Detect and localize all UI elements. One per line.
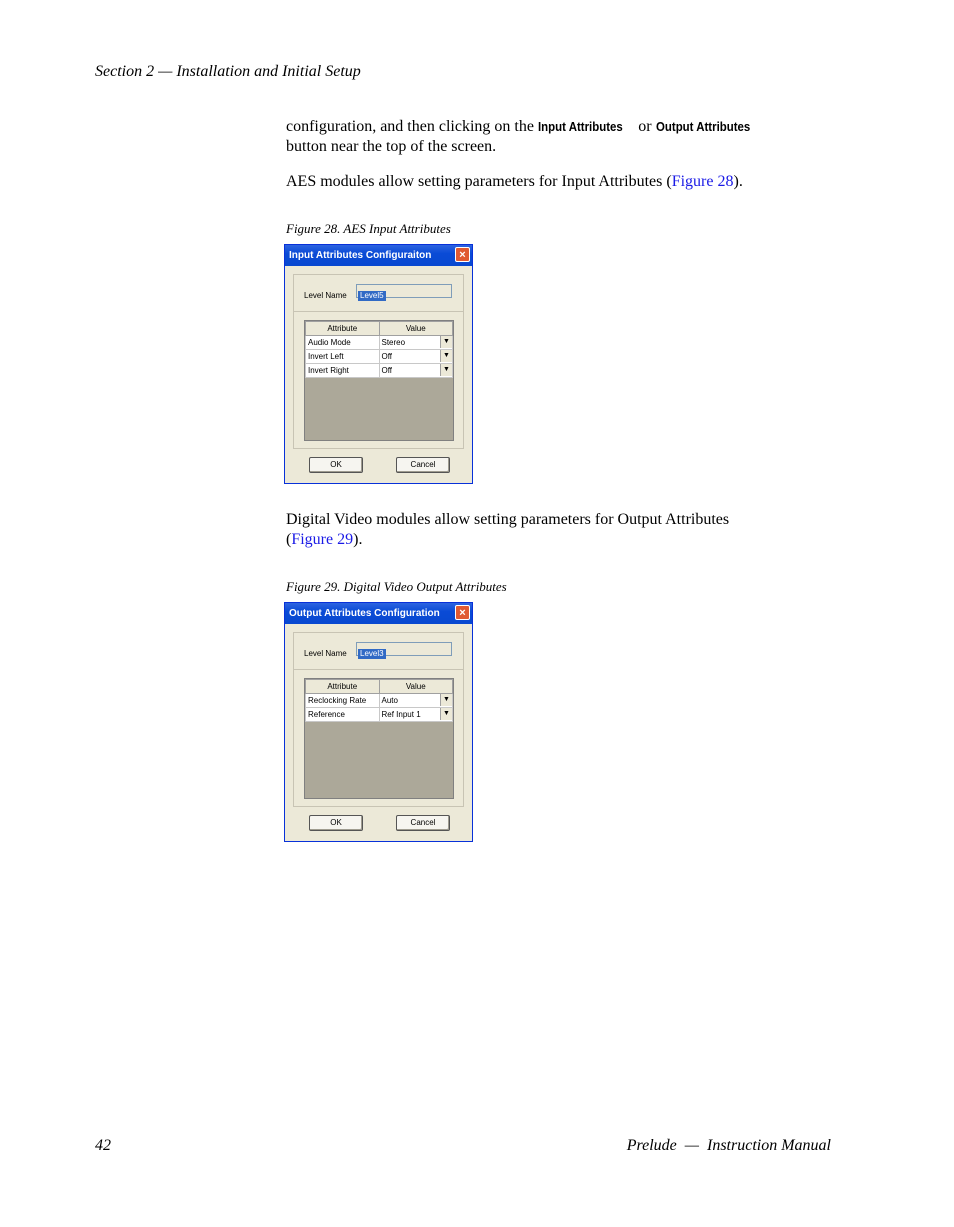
attribute-cell: Invert Right (306, 364, 380, 378)
value-dropdown[interactable] (379, 336, 453, 350)
figure-29-link[interactable]: Figure 29 (291, 531, 354, 548)
attribute-cell: Reference (306, 708, 380, 722)
value-dropdown[interactable] (379, 350, 453, 364)
table-row (306, 364, 453, 378)
aes-paragraph (286, 172, 846, 192)
aes-text: AES modules allow setting parameters for Input Attributes ( (286, 173, 672, 190)
value-column-header: Value (379, 322, 453, 336)
attributes-grid (304, 320, 454, 441)
level-name-input[interactable] (356, 284, 452, 298)
dialog-titlebar (285, 245, 472, 266)
value-text: Off (381, 366, 393, 375)
attribute-cell: Audio Mode (306, 336, 380, 350)
table-row (306, 694, 453, 708)
value-text: Ref Input 1 (381, 710, 421, 719)
intro-mid: or (634, 118, 656, 135)
output-attributes-label: Output Attributes (655, 119, 750, 134)
level-name-label: Level Name (304, 649, 347, 658)
attribute-column-header: Attribute (306, 322, 380, 336)
dialog-titlebar (285, 603, 472, 624)
cancel-button[interactable]: Cancel (396, 457, 450, 473)
chevron-down-icon[interactable]: ▼ (440, 350, 452, 362)
cancel-button[interactable]: Cancel (396, 815, 450, 831)
dv-open: ( (286, 531, 292, 548)
figure-29-caption: Figure 29. Digital Video Output Attributes (286, 579, 507, 594)
level-name-value: Level3 (360, 649, 384, 658)
grid-header-row (306, 680, 453, 694)
running-header: Section 2 — Installation and Initial Setup (95, 63, 361, 80)
value-text: Auto (381, 696, 398, 705)
dialog-group (293, 274, 464, 449)
table-row (306, 336, 453, 350)
grid-header-row (306, 322, 453, 336)
input-attributes-dialog (284, 244, 473, 484)
attributes-grid (304, 678, 454, 799)
intro-paragraph (286, 117, 846, 157)
figure-28-link[interactable]: Figure 28 (671, 173, 734, 190)
attribute-cell: Invert Left (306, 350, 380, 364)
level-name-label: Level Name (304, 291, 347, 300)
intro-tail: button near the top of the screen. (286, 138, 497, 155)
dv-close: ). (353, 531, 363, 548)
ok-button[interactable]: OK (309, 457, 363, 473)
level-name-value: Level5 (360, 291, 384, 300)
input-attributes-label: Input Attributes (537, 119, 623, 134)
intro-lead: configuration, and then clicking on the (286, 118, 538, 135)
figure-28-caption: Figure 28. AES Input Attributes (286, 221, 451, 236)
digital-video-paragraph (286, 510, 846, 550)
chevron-down-icon[interactable]: ▼ (440, 694, 452, 706)
chevron-down-icon[interactable]: ▼ (440, 336, 452, 348)
chevron-down-icon[interactable]: ▼ (440, 708, 452, 720)
dialog-group (293, 632, 464, 807)
value-text: Off (381, 352, 393, 361)
ok-button[interactable]: OK (309, 815, 363, 831)
aes-close: ). (733, 173, 743, 190)
chevron-down-icon[interactable]: ▼ (440, 364, 452, 376)
attribute-column-header: Attribute (306, 680, 380, 694)
table-row (306, 708, 453, 722)
value-dropdown[interactable] (379, 708, 453, 722)
divider (294, 669, 463, 670)
close-button[interactable]: × (455, 247, 470, 262)
value-text: Stereo (381, 338, 406, 347)
close-button[interactable]: × (455, 605, 470, 620)
value-column-header: Value (379, 680, 453, 694)
level-name-input[interactable] (356, 642, 452, 656)
divider (294, 311, 463, 312)
output-attributes-dialog (284, 602, 473, 842)
attribute-cell: Reclocking Rate (306, 694, 380, 708)
value-dropdown[interactable] (379, 694, 453, 708)
footer-title: Prelude — Instruction Manual (626, 1137, 831, 1154)
dv-text: Digital Video modules allow setting parameters for Output Attributes (286, 511, 730, 528)
table-row (306, 350, 453, 364)
page-number: 42 (95, 1137, 111, 1154)
dialog-title: Input Attributes Configuraiton (289, 250, 432, 261)
value-dropdown[interactable] (379, 364, 453, 378)
dialog-title: Output Attributes Configuration (289, 608, 440, 619)
